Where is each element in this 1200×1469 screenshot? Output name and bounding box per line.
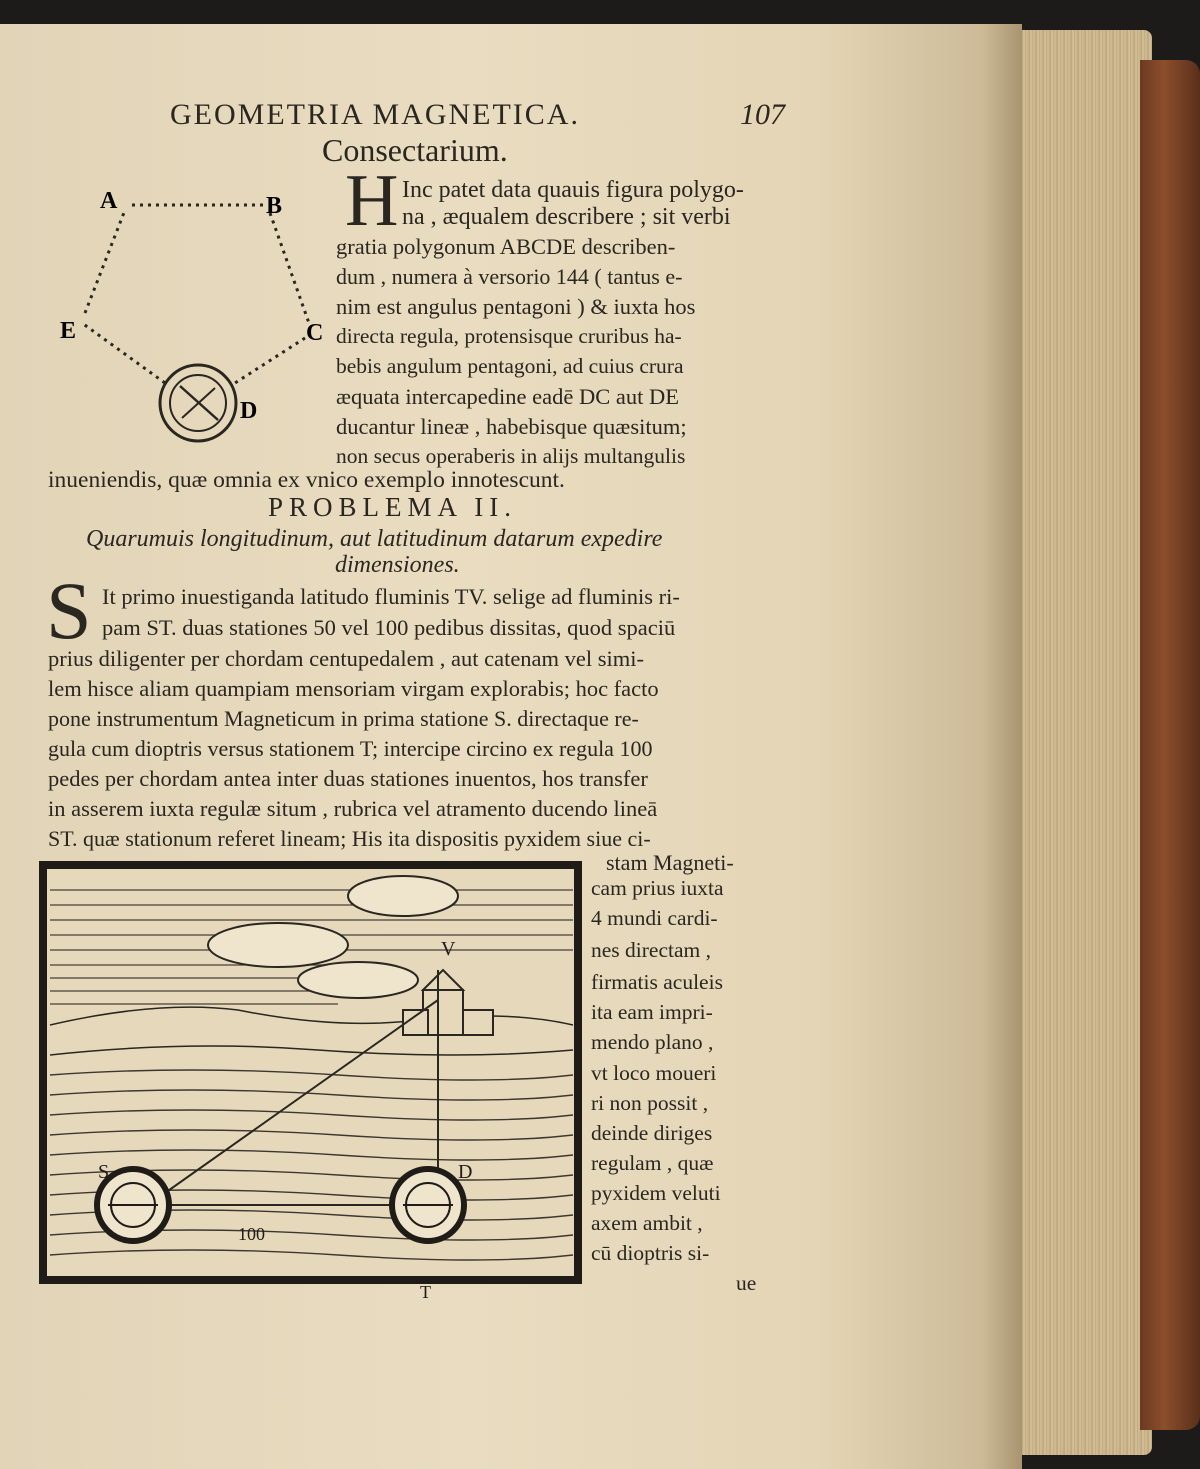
- problem-line: gula cum dioptris versus stationem T; intercipe circino ex regula 100: [48, 736, 653, 761]
- edge-bc: [270, 213, 310, 326]
- consectarium-line: na , æqualem describere ; sit verbi: [402, 204, 731, 230]
- problem-line: prius diligenter per chordam centupedalem , aut catenam vel simi-: [48, 646, 645, 671]
- label-distance: 100: [238, 1224, 265, 1244]
- problem-line: pone instrumentum Magneticum in prima statione S. directaque re-: [48, 706, 639, 731]
- label-t: T: [420, 1282, 431, 1302]
- side-column-line: deinde diriges: [591, 1121, 713, 1145]
- side-column-line: mendo plano ,: [591, 1030, 714, 1054]
- side-column-line: vt loco moueri: [591, 1061, 717, 1085]
- landscape-figure: [38, 860, 583, 1300]
- side-column-line: pyxidem veluti: [591, 1181, 721, 1205]
- side-column-line: axem ambit ,: [591, 1211, 703, 1235]
- side-column-line: 4 mundi cardi-: [591, 906, 718, 930]
- label-v: V: [441, 938, 456, 960]
- consectarium-line: æquata intercapedine eadē DC aut DE: [336, 384, 679, 409]
- problem-line: pam ST. duas stationes 50 vel 100 pedibus dissitas, quod spaciū: [102, 615, 676, 640]
- page-header: [170, 98, 785, 136]
- side-column-line: stam Magneti-: [606, 850, 734, 875]
- edge-cd: [235, 338, 305, 383]
- consectarium-line: gratia polygonum ABCDE describen-: [336, 234, 676, 259]
- side-column-line: cam prius iuxta: [591, 876, 724, 900]
- side-column-line: ita eam impri-: [591, 1000, 713, 1024]
- consectarium-line: directa regula, protensisque cruribus ha-: [336, 324, 682, 348]
- vertex-label-d: D: [240, 398, 258, 424]
- problem-line: pedes per chordam antea inter duas stationes inuentos, hos transfer: [48, 766, 648, 791]
- consectarium-line: nim est angulus pentagoni ) & iuxta hos: [336, 294, 696, 319]
- compass-t: [392, 1169, 464, 1241]
- problem-line: ST. quæ stationum referet lineam; His ita dispositis pyxidem siue ci-: [48, 826, 651, 851]
- side-column-line: nes directam ,: [591, 938, 711, 962]
- consectarium-line: dum , numera à versorio 144 ( tantus e-: [336, 264, 683, 289]
- vertex-label-b: B: [266, 193, 283, 219]
- book-cover: [1140, 60, 1200, 1430]
- problem-line: in asserem iuxta regulæ situm , rubrica vel atramento ducendo lineā: [48, 796, 658, 821]
- side-column-line: cū dioptris si-: [591, 1241, 710, 1265]
- vertex-label-e: E: [60, 318, 77, 344]
- consectarium-line: inueniendis, quæ omnia ex vnico exemplo innotescunt.: [48, 467, 565, 493]
- drop-cap-h: H: [345, 160, 399, 242]
- consectarium-line: non secus operaberis in alijs multangulis: [336, 444, 686, 468]
- drop-cap-s: S: [46, 565, 92, 656]
- consectarium-line: ducantur lineæ , habebisque quæsitum;: [336, 414, 687, 439]
- problem-line: It primo inuestiganda latitudo fluminis TV. selige ad fluminis ri-: [102, 584, 680, 609]
- problem-title: PROBLEMA II.: [268, 492, 518, 522]
- side-column-line: ue: [736, 1271, 757, 1295]
- pentagon-figure: [60, 178, 324, 448]
- edge-de: [82, 323, 165, 383]
- consectarium-heading: Consectarium.: [322, 132, 508, 168]
- label-d: D: [458, 1161, 473, 1183]
- side-column-line: ri non possit ,: [591, 1091, 709, 1115]
- page-edges: [1012, 30, 1152, 1455]
- edge-ea: [85, 210, 125, 313]
- consectarium-line: Inc patet data quauis figura polygo-: [402, 177, 744, 203]
- problem-subtitle: Quarumuis longitudinum, aut latitudinum datarum expedire: [86, 526, 663, 552]
- problem-subtitle-cont: dimensiones.: [335, 552, 460, 578]
- label-s: S: [98, 1161, 110, 1183]
- side-column-line: firmatis aculeis: [591, 970, 723, 994]
- vertex-label-c: C: [306, 320, 324, 346]
- running-title: GEOMETRIA MAGNETICA.: [170, 98, 580, 131]
- consectarium-line: bebis angulum pentagoni, ad cuius crura: [336, 354, 684, 378]
- vertex-label-a: A: [100, 188, 118, 214]
- problem-line: lem hisce aliam quampiam mensoriam virgam explorabis; hoc facto: [48, 676, 659, 701]
- page-number: 107: [740, 98, 785, 131]
- side-column-line: regulam , quæ: [591, 1151, 714, 1175]
